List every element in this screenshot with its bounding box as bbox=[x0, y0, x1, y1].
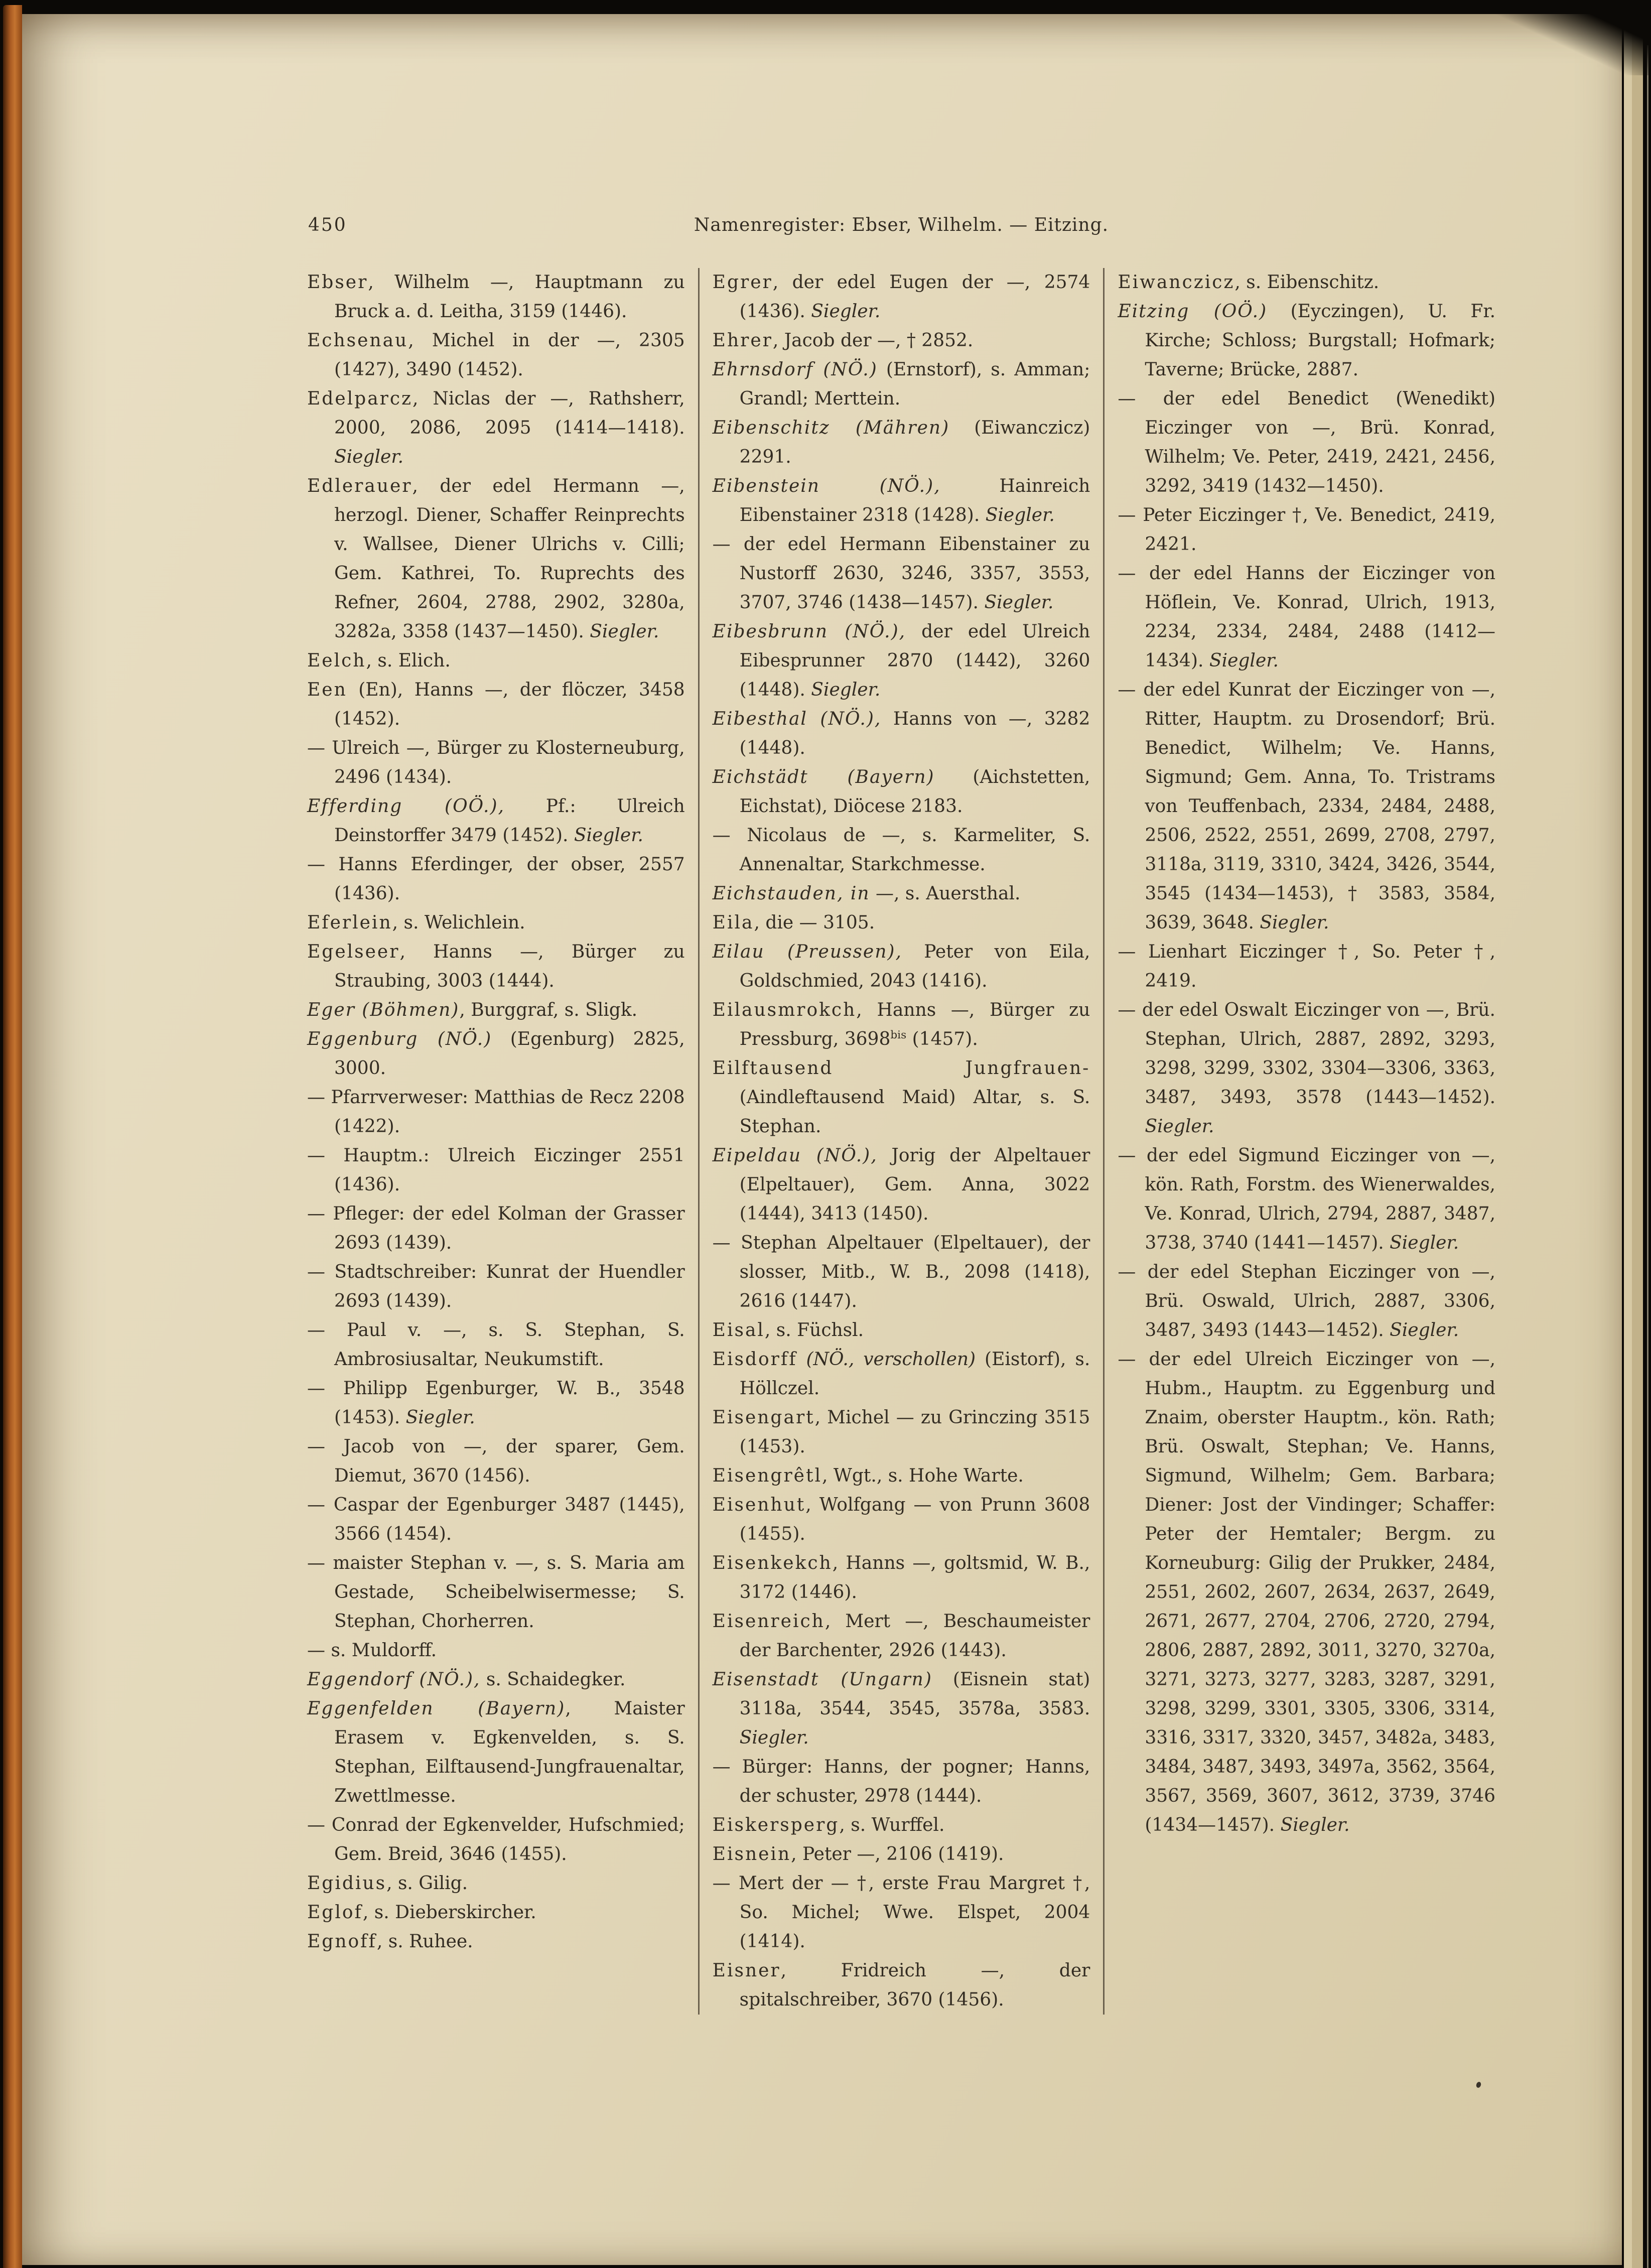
entry-text: Siegler. bbox=[590, 621, 659, 642]
index-entry bbox=[307, 326, 685, 384]
book-cover-edge bbox=[3, 5, 22, 2268]
index-entry bbox=[713, 1141, 1090, 1229]
index-entry bbox=[307, 384, 685, 472]
entry-text: , Maister Erasem v. Egkenvelden, s. S. Stephan, Eilftausend-Jungfrauenaltar, Zwettlmesse. bbox=[334, 1698, 685, 1806]
entry-headword: Een bbox=[307, 680, 347, 700]
index-entry bbox=[713, 414, 1090, 472]
entry-text: (Eyczingen), U. Fr. Kirche; Schloss; Burgstall; Hofmark; Taverne; Brücke, 2887. bbox=[1145, 301, 1496, 380]
entry-headword: Eitzing (OÖ.) bbox=[1118, 301, 1268, 322]
index-entry bbox=[713, 1956, 1090, 2015]
entry-text: (Aichstetten, Eichstat), Diöcese 2183. bbox=[739, 767, 1090, 817]
index-entry bbox=[1118, 676, 1495, 938]
index-entry bbox=[713, 705, 1090, 763]
entry-text: — s. Muldorff. bbox=[307, 1640, 437, 1661]
entry-text: — Pfleger: der edel Kolman der Grasser 2693 (1439). bbox=[307, 1204, 685, 1253]
entry-text: , Michel — zu Grinczing 3515 (1453). bbox=[739, 1407, 1090, 1457]
index-entry bbox=[307, 734, 685, 792]
entry-text: (1457). bbox=[906, 1029, 978, 1049]
entry-headword: Efferding (OÖ.), bbox=[307, 796, 505, 817]
index-entry bbox=[307, 908, 685, 938]
index-entry bbox=[307, 792, 685, 850]
entry-text: — der edel Kunrat der Eiczinger von —, Ritter, Hauptm. zu Drosendorf; Brü. Benedict, Wilhelm; Ve. Hanns, Sigmund; Gem. Anna, To. Tristrams von Teuffenbach, 2334, 2484, 2488, 2506, 2522, 2551, 2699, 2708, 2797, 3118a, 3119, 3310, 3424, 3426, 3544, 3545 (1434—1453), † 3583, 3584, 3639, 3648. bbox=[1118, 680, 1496, 933]
entry-text: , der edel Hermann —, herzogl. Diener, Schaffer Reinprechts v. Wallsee, Diener Ulrichs v. Cilli; Gem. Kathrei, To. Ruprechts des Refner, 2604, 2788, 2902, 3280a, 3282a, 3358 (1437—1450). bbox=[334, 476, 685, 642]
index-entry bbox=[713, 996, 1090, 1054]
index-entry bbox=[713, 763, 1090, 821]
entry-text: — der edel Hanns der Eiczinger von Höflein, Ve. Konrad, Ulrich, 1913, 2234, 2334, 2484, 2488 (1412—1434). bbox=[1118, 563, 1496, 671]
index-entry bbox=[307, 850, 685, 908]
index-entry bbox=[307, 996, 685, 1025]
entry-headword: Eisner bbox=[712, 1960, 781, 1981]
index-entry bbox=[307, 1199, 685, 1258]
entry-text: — der edel Stephan Eiczinger von —, Brü. Oswald, Ulrich, 2887, 3306, 3487, 3493 (1443—1452). bbox=[1118, 1262, 1496, 1341]
index-entry bbox=[307, 1374, 685, 1432]
index-entry bbox=[307, 1083, 685, 1141]
entry-text: , Wilhelm —, Hauptmann zu Bruck a. d. Leitha, 3159 (1446). bbox=[334, 272, 685, 322]
index-entry bbox=[713, 1665, 1090, 1753]
entry-text: (NÖ., verschollen) bbox=[806, 1349, 976, 1370]
index-entry bbox=[307, 1316, 685, 1374]
entry-text: — Philipp Egenburger, W. B., 3548 (1453). bbox=[307, 1378, 685, 1428]
entry-headword: Eisengart bbox=[712, 1407, 815, 1428]
entry-text: — Jacob von —, der sparer, Gem. Diemut, 3670 (1456). bbox=[307, 1436, 685, 1486]
page-header bbox=[307, 213, 1495, 238]
index-entry bbox=[1118, 1141, 1495, 1258]
index-entry bbox=[713, 617, 1090, 705]
index-column-1 bbox=[307, 268, 698, 2015]
entry-headword: Eggendorf (NÖ.), bbox=[307, 1669, 481, 1690]
index-entry bbox=[307, 938, 685, 996]
index-entry bbox=[307, 1869, 685, 1898]
index-entry bbox=[1118, 1258, 1495, 1345]
ink-speck bbox=[1475, 2081, 1482, 2088]
entry-text: — Nicolaus de —, s. Karmeliter, S. Annenaltar, Starkchmesse. bbox=[712, 825, 1090, 875]
entry-headword: Eibesbrunn (NÖ.), bbox=[712, 621, 906, 642]
entry-text: , Wgt., s. Hohe Warte. bbox=[821, 1465, 1024, 1486]
entry-text: — Caspar der Egenburger 3487 (1445), 3566 (1454). bbox=[307, 1495, 685, 1544]
entry-headword: Eelch bbox=[307, 650, 366, 671]
index-entry bbox=[307, 1898, 685, 1927]
entry-headword: Eisenreich bbox=[712, 1611, 825, 1632]
entry-headword: Eibenstein (NÖ.), bbox=[712, 476, 941, 496]
index-entry bbox=[307, 1665, 685, 1694]
entry-text: , Niclas der —, Rathsherr, 2000, 2086, 2095 (1414—1418). bbox=[334, 388, 685, 438]
index-entry bbox=[713, 1461, 1090, 1491]
printed-area bbox=[307, 213, 1495, 2015]
index-entry bbox=[713, 879, 1090, 908]
page-edge-highlight bbox=[1647, 45, 1648, 2268]
entry-text: , Wolfgang — von Prunn 3608 (1455). bbox=[739, 1495, 1090, 1544]
index-entry bbox=[713, 938, 1090, 996]
entry-text: — der edel Oswalt Eiczinger von —, Brü. Stephan, Ulrich, 2887, 2892, 3293, 3298, 3299, 3302, 3304—3306, 3363, 3487, 3493, 3578 (1443—1452). bbox=[1118, 1000, 1496, 1108]
index-entry bbox=[713, 1316, 1090, 1345]
entry-text: — Conrad der Egkenvelder, Hufschmied; Gem. Breid, 3646 (1455). bbox=[307, 1815, 685, 1864]
book-page bbox=[22, 14, 1622, 2265]
entry-headword: Egrer bbox=[712, 272, 773, 293]
index-entry bbox=[307, 646, 685, 676]
entry-headword: Eggenburg (NÖ.) bbox=[307, 1029, 492, 1049]
index-entry bbox=[713, 355, 1090, 414]
index-entry bbox=[307, 1491, 685, 1549]
index-entry bbox=[713, 908, 1090, 938]
index-entry bbox=[1118, 938, 1495, 996]
index-entry bbox=[1118, 268, 1495, 297]
entry-headword: Eibesthal (NÖ.), bbox=[712, 709, 882, 729]
entry-text: , Hanns —, Bürger zu Straubing, 3003 (1444). bbox=[334, 942, 685, 991]
entry-text: (Eistorf), s. Höllczel. bbox=[739, 1349, 1090, 1399]
entry-text: bis bbox=[890, 1029, 907, 1041]
entry-text: , Jacob der —, † 2852. bbox=[772, 330, 974, 351]
index-entry bbox=[1118, 297, 1495, 384]
index-entry bbox=[307, 1549, 685, 1636]
index-entry bbox=[307, 1811, 685, 1869]
entry-headword: Egelseer bbox=[307, 942, 400, 962]
entry-text: Siegler. bbox=[811, 680, 881, 700]
entry-text: — der edel Benedict (Wenedikt) Eiczinger von —, Brü. Konrad, Wilhelm; Ve. Peter, 2419, 2421, 2456, 3292, 3419 (1432—1450). bbox=[1118, 388, 1496, 496]
index-entry bbox=[713, 1345, 1090, 1403]
entry-text: Siegler. bbox=[985, 505, 1055, 525]
entry-headword: Eiwanczicz bbox=[1118, 272, 1235, 293]
entry-text: — Bürger: Hanns, der pogner; Hanns, der schuster, 2978 (1444). bbox=[712, 1757, 1090, 1806]
entry-text: , Fridreich —, der spitalschreiber, 3670 (1456). bbox=[739, 1960, 1090, 2010]
index-entry bbox=[713, 1811, 1090, 1840]
entry-text: Siegler. bbox=[739, 1727, 809, 1748]
index-entry bbox=[713, 1403, 1090, 1461]
entry-text: , s. Füchsl. bbox=[764, 1320, 864, 1341]
entry-text: , Hanns —, goltsmid, W. B., 3172 (1446). bbox=[739, 1553, 1090, 1603]
entry-text: (Aindleftausend Maid) Altar, s. S. Stephan. bbox=[739, 1087, 1090, 1137]
index-entry bbox=[713, 1607, 1090, 1665]
entry-text: , Mert —, Beschaumeister der Barchenter, 2926 (1443). bbox=[739, 1611, 1090, 1661]
index-entry bbox=[713, 326, 1090, 355]
entry-headword: Eipeldau (NÖ.), bbox=[712, 1145, 878, 1166]
entry-text bbox=[797, 1349, 806, 1370]
entry-text: , Peter —, 2106 (1419). bbox=[791, 1844, 1004, 1864]
entry-text: Siegler. bbox=[574, 825, 643, 846]
entry-headword: Eilftausend Jungfrauen- bbox=[712, 1058, 1090, 1079]
index-entry bbox=[307, 1694, 685, 1811]
entry-text: — Stephan Alpeltauer (Elpeltauer), der slosser, Mitb., W. B., 2098 (1418), 2616 (1447). bbox=[712, 1233, 1090, 1311]
entry-text: , Hanns —, Bürger zu Pressburg, 3698 bbox=[739, 1000, 1090, 1049]
entry-text: , Burggraf, s. Sligk. bbox=[459, 1000, 638, 1020]
entry-text: Pf.: Ulreich Deinstorffer 3479 (1452). bbox=[334, 796, 685, 846]
entry-headword: Eisdorff bbox=[712, 1349, 797, 1370]
index-column-3 bbox=[1103, 268, 1495, 2015]
index-entry bbox=[307, 1141, 685, 1199]
entry-headword: Egidius bbox=[307, 1873, 387, 1894]
entry-text: , s. Dieberskircher. bbox=[362, 1902, 536, 1923]
entry-text: Hainreich Eibenstainer 2318 (1428). bbox=[739, 476, 1090, 525]
page-number: 450 bbox=[308, 215, 347, 235]
index-entry bbox=[713, 472, 1090, 530]
entry-text: , s. Gilig. bbox=[386, 1873, 468, 1894]
entry-headword: Eisengrêtl bbox=[712, 1465, 822, 1486]
entry-text: — Pfarrverweser: Matthias de Recz 2208 (1422). bbox=[307, 1087, 685, 1137]
index-entry bbox=[307, 1636, 685, 1665]
entry-text: (Eiwanczicz) 2291. bbox=[739, 418, 1090, 467]
index-entry bbox=[1118, 384, 1495, 501]
entry-text: Hanns von —, 3282 (1448). bbox=[739, 709, 1090, 758]
index-entry bbox=[307, 1432, 685, 1491]
index-entry bbox=[713, 1840, 1090, 1869]
entry-headword: Edelparcz bbox=[307, 388, 412, 409]
entry-text: Siegler. bbox=[1390, 1320, 1459, 1341]
entry-text: , s. Wurffel. bbox=[839, 1815, 945, 1835]
index-columns bbox=[307, 268, 1495, 2015]
entry-text: — Hanns Eferdinger, der obser, 2557 (1436). bbox=[307, 854, 685, 904]
index-entry bbox=[307, 1258, 685, 1316]
entry-text: Siegler. bbox=[811, 301, 881, 322]
entry-headword: Eferlein bbox=[307, 912, 392, 933]
entry-text: Siegler. bbox=[1145, 1116, 1214, 1137]
entry-text: — Peter Eiczinger †, Ve. Benedict, 2419, 2421. bbox=[1118, 505, 1496, 555]
entry-text: s. Schaidegker. bbox=[480, 1669, 626, 1690]
index-entry bbox=[307, 1927, 685, 1956]
index-entry bbox=[307, 472, 685, 646]
page-edge-band bbox=[1632, 30, 1643, 2268]
entry-headword: Echsenau bbox=[307, 330, 408, 351]
index-entry bbox=[307, 1025, 685, 1083]
entry-text: Siegler. bbox=[984, 592, 1054, 613]
entry-headword: Eisal bbox=[712, 1320, 765, 1341]
entry-text: , die — 3105. bbox=[754, 912, 875, 933]
entry-headword: Eisenstadt (Ungarn) bbox=[712, 1669, 932, 1690]
index-entry bbox=[713, 1753, 1090, 1811]
entry-text: — Paul v. —, s. S. Stephan, S. Ambrosiusaltar, Neukumstift. bbox=[307, 1320, 685, 1370]
entry-text: Siegler. bbox=[1209, 650, 1279, 671]
entry-headword: Eibenschitz (Mähren) bbox=[712, 418, 950, 438]
entry-text: — Hauptm.: Ulreich Eiczinger 2551 (1436). bbox=[307, 1145, 685, 1195]
running-title: Namenregister: Ebser, Wilhelm. — Eitzing. bbox=[694, 215, 1109, 235]
entry-text: — Ulreich —, Bürger zu Klosterneuburg, 2496 (1434). bbox=[307, 738, 685, 787]
entry-text: — Mert der — †, erste Frau Margret †, So. Michel; Wwe. Elspet, 2004 (1414). bbox=[712, 1873, 1090, 1952]
entry-headword: Ehrer bbox=[712, 330, 773, 351]
entry-text: — maister Stephan v. —, s. S. Maria am Gestade, Scheibelwisermesse; S. Stephan, Chorherren. bbox=[307, 1553, 685, 1632]
entry-headword: Eilausmrokch bbox=[712, 1000, 857, 1020]
index-entry bbox=[713, 821, 1090, 879]
index-entry bbox=[713, 1054, 1090, 1141]
entry-text: , s. Welichlein. bbox=[392, 912, 525, 933]
entry-headword: Eichstädt (Bayern) bbox=[712, 767, 935, 787]
entry-text: , s. Eibenschitz. bbox=[1234, 272, 1380, 293]
entry-text: (Egenburg) 2825, 3000. bbox=[334, 1029, 685, 1079]
entry-text: — Stadtschreiber: Kunrat der Huendler 2693 (1439). bbox=[307, 1262, 685, 1311]
entry-headword: Eila bbox=[712, 912, 754, 933]
index-entry bbox=[713, 268, 1090, 326]
entry-text: Jorig der Alpeltauer (Elpeltauer), Gem. Anna, 3022 (1444), 3413 (1450). bbox=[739, 1145, 1090, 1224]
index-entry bbox=[1118, 559, 1495, 676]
entry-text: Siegler. bbox=[1280, 1815, 1350, 1835]
entry-headword: Eisenhut bbox=[712, 1495, 806, 1515]
entry-text: —, s. Auersthal. bbox=[870, 883, 1021, 904]
entry-text: , Michel in der —, 2305 (1427), 3490 (1452). bbox=[334, 330, 685, 380]
entry-text: (En), Hanns —, der flöczer, 3458 (1452). bbox=[334, 680, 685, 729]
entry-text: (Eisnein stat) 3118a, 3544, 3545, 3578a, 3583. bbox=[739, 1669, 1090, 1719]
entry-text: — der edel Sigmund Eiczinger von —, kön. Rath, Forstm. des Wienerwaldes, Ve. Konrad, Ulrich, 2794, 2887, 3487, 3738, 3740 (1441—1457). bbox=[1118, 1145, 1496, 1253]
entry-text: , s. Ruhee. bbox=[376, 1931, 473, 1952]
entry-headword: Eger (Böhmen) bbox=[307, 1000, 460, 1020]
entry-headword: Eilau (Preussen), bbox=[712, 942, 902, 962]
entry-text: (Ernstorf), s. Amman; Grandl; Merttein. bbox=[739, 359, 1090, 409]
entry-headword: Eglof bbox=[307, 1902, 363, 1923]
entry-text: Peter von Eila, Goldschmied, 2043 (1416). bbox=[739, 942, 1090, 991]
entry-text: Siegler. bbox=[334, 447, 404, 467]
index-entry bbox=[1118, 501, 1495, 559]
entry-text: , s. Elich. bbox=[366, 650, 451, 671]
index-entry bbox=[1118, 996, 1495, 1141]
corner-shadow bbox=[1490, 0, 1651, 75]
index-entry bbox=[307, 676, 685, 734]
index-column-2 bbox=[698, 268, 1104, 2015]
entry-text: Siegler. bbox=[1260, 912, 1329, 933]
index-entry bbox=[713, 1229, 1090, 1316]
entry-headword: Eichstauden, in bbox=[712, 883, 870, 904]
index-entry bbox=[713, 1549, 1090, 1607]
entry-text: — der edel Hermann Eibenstainer zu Nustorff 2630, 3246, 3357, 3553, 3707, 3746 (1438—1457). bbox=[712, 534, 1090, 613]
entry-text: — Lienhart Eiczinger †, So. Peter †, 2419. bbox=[1118, 942, 1496, 991]
index-entry bbox=[713, 1491, 1090, 1549]
index-entry bbox=[1118, 1345, 1495, 1840]
entry-text: Siegler. bbox=[1390, 1233, 1459, 1253]
entry-headword: Egnoff bbox=[307, 1931, 377, 1952]
index-entry bbox=[307, 268, 685, 326]
index-entry bbox=[713, 530, 1090, 617]
entry-text: — der edel Ulreich Eiczinger von —, Hubm., Hauptm. zu Eggenburg und Znaim, oberster Hauptm., kön. Rath; Brü. Oswalt, Stephan; Ve. Hanns, Sigmund, Wilhelm; Gem. Barbara; Diener: Jost der Vindinger; Schaffer: Peter der Hemtaler; Bergm. zu Korneuburg: Gilig der Prukker, 2484, 2551, 2602, 2607, 2634, 2637, 2649, 2671, 2677, 2704, 2706, 2720, 2794, 2806, 2887, 2892, 3011, 3270, 3270a, 3271, 3273, 3277, 3283, 3287, 3291, 3298, 3299, 3301, 3305, 3306, 3314, 3316, 3317, 3320, 3457, 3482a, 3483, 3484, 3487, 3493, 3497a, 3562, 3564, 3567, 3569, 3607, 3612, 3739, 3746 (1434—1457). bbox=[1118, 1349, 1496, 1835]
entry-text: , der edel Eugen der —, 2574 (1436). bbox=[739, 272, 1090, 322]
entry-headword: Edlerauer bbox=[307, 476, 412, 496]
entry-headword: Eiskersperg bbox=[712, 1815, 840, 1835]
index-entry bbox=[713, 1869, 1090, 1956]
entry-headword: Ebser bbox=[307, 272, 368, 293]
entry-headword: Eisenkekch bbox=[712, 1553, 833, 1573]
page-edge-band bbox=[1624, 23, 1632, 2268]
entry-text: Siegler. bbox=[405, 1407, 475, 1428]
entry-headword: Ehrnsdorf (NÖ.) bbox=[712, 359, 878, 380]
entry-headword: Eisnein bbox=[712, 1844, 791, 1864]
entry-headword: Eggenfelden (Bayern) bbox=[307, 1698, 566, 1719]
entry-text: der edel Ulreich Eibesprunner 2870 (1442), 3260 (1448). bbox=[739, 621, 1090, 700]
